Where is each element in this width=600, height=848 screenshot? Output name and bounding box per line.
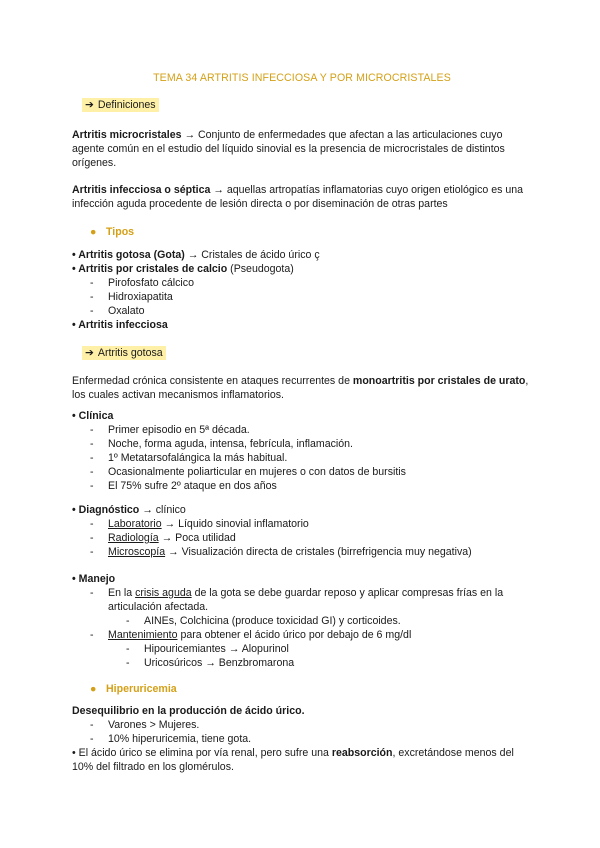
manejo-list xyxy=(72,587,532,615)
diagnostico-label: • Diagnóstico xyxy=(72,504,140,516)
list-item: - En la crisis aguda de la gota se debe guardar reposo y aplicar compresas frías en la articulación afectada. xyxy=(72,587,532,615)
list-item: - AINEs, Colchicina (produce toxicidad GI) y corticoides. xyxy=(72,615,532,629)
manejo-sublist xyxy=(72,615,532,629)
hiperuricemia-heading: Desequilibrio en la producción de ácido úrico. xyxy=(72,705,305,717)
calcio-sublist xyxy=(72,277,532,319)
heading-label: Tipos xyxy=(106,226,135,238)
manejo-list xyxy=(72,629,532,643)
diagnostico-block: • Diagnóstico → clínico - Laboratorio → Líquido sinovial inflamatorio - Radiología → Poca utilidad - Microscopía → Visualización directa de cristales (birrefrigencia muy negativa) xyxy=(72,504,532,560)
manejo-sublist xyxy=(72,643,532,671)
heading-label: Hiperuricemia xyxy=(106,683,177,695)
tipo-infecciosa: • Artritis infecciosa xyxy=(72,318,168,331)
list-item: - Ocasionalmente poliarticular en mujeres o con datos de bursitis xyxy=(72,466,532,480)
document-title: TEMA 34 ARTRITIS INFECCIOSA Y POR MICROCRISTALES xyxy=(153,72,451,84)
definition-text: → aquellas artropatías inflamatorias cuyo origen etiológico es una infección aguda procedente de lesión directa o por diseminación de otras partes xyxy=(72,184,524,210)
arrow-icon: ➔ xyxy=(85,99,94,111)
section-heading-tipos xyxy=(90,226,134,240)
tipo-gotosa: • Artritis gotosa (Gota) → Cristales de ácido úrico ç xyxy=(72,249,320,261)
heading-label: Definiciones xyxy=(97,99,156,111)
definition-text: → Conjunto de enfermedades que afectan a las articulaciones cuyo agente común en el estudio del líquido sinovial es la presencia de microcristales de distintos orígenes. xyxy=(72,129,505,169)
definition-term: Artritis infecciosa o séptica xyxy=(72,184,211,196)
definition-term: Artritis microcristales xyxy=(72,129,182,141)
tipos-list xyxy=(72,249,532,333)
manejo-label: • Manejo xyxy=(72,573,116,585)
list-item: - El 75% sufre 2º ataque en dos años xyxy=(72,480,532,494)
list-item: - Mantenimiento para obtener el ácido úrico por debajo de 6 mg/dl xyxy=(72,629,532,643)
list-item: - Pirofosfato cálcico xyxy=(72,277,532,291)
list-item: - 10% hiperuricemia, tiene gota. xyxy=(72,733,532,747)
section-heading-gotosa xyxy=(82,347,166,361)
section-heading-definiciones xyxy=(82,99,159,113)
hiperuricemia-block xyxy=(72,705,532,775)
list-item: - Radiología → Poca utilidad xyxy=(72,532,532,546)
gotosa-intro: Enfermedad crónica consistente en ataques recurrentes de monoartritis por cristales de urato, los cuales activan mecanismos inflamatorios. xyxy=(72,375,529,401)
definition-microcristales xyxy=(72,129,532,171)
manejo-block xyxy=(72,573,532,671)
list-item: - Uricosúricos → Benzbromarona xyxy=(72,657,532,671)
list-item: - Oxalato xyxy=(72,305,532,319)
list-item: - Laboratorio → Líquido sinovial inflamatorio xyxy=(72,518,532,532)
bullet-icon: ● xyxy=(90,226,97,238)
section-heading-hiperuricemia xyxy=(90,683,177,697)
list-item: - Microscopía → Visualización directa de cristales (birrefrigencia muy negativa) xyxy=(72,546,532,560)
list-item: - 1º Metatarsofalángica la más habitual. xyxy=(72,452,532,466)
list-item: - Hidroxiapatita xyxy=(72,291,532,305)
tipo-calcio: • Artritis por cristales de calcio (Pseudogota) xyxy=(72,262,294,275)
hiperuricemia-paragraph: • El ácido úrico se elimina por vía renal, pero sufre una reabsorción, excretándose menos del 10% del filtrado en los glomérulos. xyxy=(72,746,514,773)
arrow-icon: ➔ xyxy=(85,347,94,359)
diagnostico-list xyxy=(72,518,532,560)
hiperuricemia-list xyxy=(72,719,532,747)
list-item: - Hipouricemiantes → Alopurinol xyxy=(72,643,532,657)
clinica-block xyxy=(72,410,532,494)
list-item: - Noche, forma aguda, intensa, febrícula, inflamación. xyxy=(72,438,532,452)
definition-infecciosa xyxy=(72,184,532,212)
heading-label: Artritis gotosa xyxy=(97,347,163,359)
bullet-icon: ● xyxy=(90,683,97,695)
clinica-list xyxy=(72,424,532,494)
list-item: - Primer episodio en 5ª década. xyxy=(72,424,532,438)
clinica-label: • Clínica xyxy=(72,410,114,422)
list-item: - Varones > Mujeres. xyxy=(72,719,532,733)
